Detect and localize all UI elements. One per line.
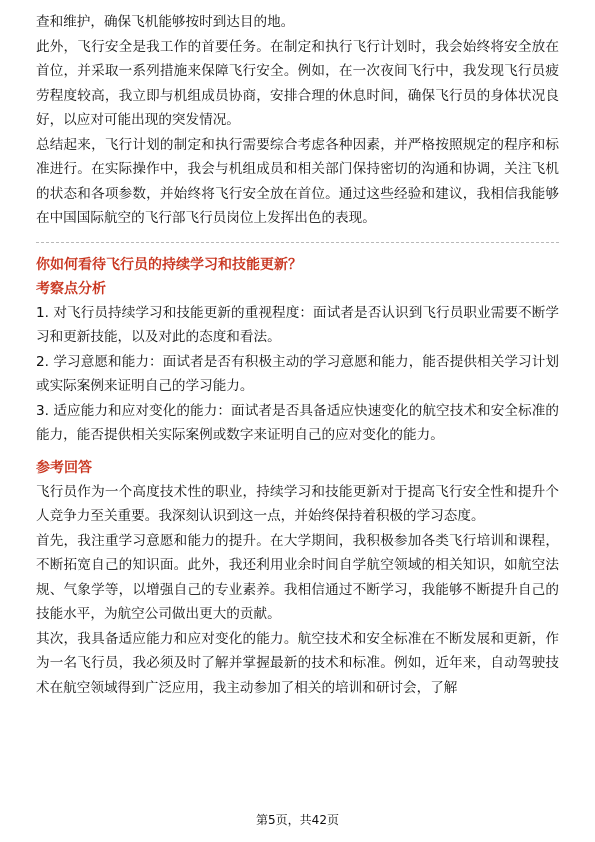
answer-paragraph: 首先，我注重学习意愿和能力的提升。在大学期间，我积极参加各类飞行培训和课程，不断拓宽自己的知识面。此外，我还利用业余时间自学航空领域的相关知识，如航空法规、气象学等，以增强自己的专业素养。我相信通过不断学习，我能够不断提升自己的技能水平，为航空公司做出更大的贡献。 (36, 532, 559, 622)
document-page (36, 10, 559, 700)
answer-paragraph: 飞行员作为一个高度技术性的职业，持续学习和技能更新对于提高飞行安全性和提升个人竞争力至关重要。我深刻认识到这一点，并始终保持着积极的学习态度。 (36, 483, 559, 524)
analysis-item: 1. 对飞行员持续学习和技能更新的重视程度：面试者是否认识到飞行员职业需要不断学习和更新技能，以及对此的态度和看法。 (36, 304, 559, 345)
analysis-item: 3. 适应能力和应对变化的能力：面试者是否具备适应快速变化的航空技术和安全标准的能力，能否提供相关实际案例或数字来证明自己的应对变化的能力。 (36, 402, 559, 443)
body-paragraph: 此外，飞行安全是我工作的首要任务。在制定和执行飞行计划时，我会始终将安全放在首位，并采取一系列措施来保障飞行安全。例如，在一次夜间飞行中，我发现飞行员疲劳程度较高，我立即与机组成员协商，安排合理的休息时间，确保飞行员的身体状况良好，以应对可能出现的突发情况。 (36, 38, 559, 128)
analysis-heading: 考察点分析 (36, 280, 106, 297)
answer-paragraph: 其次，我具备适应能力和应对变化的能力。航空技术和安全标准在不断发展和更新，作为一名飞行员，我必须及时了解并掌握最新的技术和标准。例如，近年来，自动驾驶技术在航空领域得到广泛应用，我主动参加了相关的培训和研讨会，了解 (36, 630, 559, 696)
section-divider (36, 242, 559, 243)
question-title: 你如何看待飞行员的持续学习和技能更新？ (36, 256, 302, 273)
body-paragraph: 查和维护，确保飞机能够按时到达目的地。 (36, 14, 295, 30)
body-paragraph: 总结起来，飞行计划的制定和执行需要综合考虑各种因素，并严格按照规定的程序和标准进行。在实际操作中，我会与机组成员和相关部门保持密切的沟通和协调，关注飞机的状态和各项参数，并始终将飞行安全放在首位。通过这些经验和建议，我相信我能够在中国国际航空的飞行部飞行员岗位上发挥出色的表现。 (36, 136, 559, 226)
page-number: 第5页，共42页 (256, 813, 339, 827)
answer-heading: 参考回答 (36, 459, 92, 476)
analysis-item: 2. 学习意愿和能力：面试者是否有积极主动的学习意愿和能力，能否提供相关学习计划或实际案例来证明自己的学习能力。 (36, 353, 559, 394)
